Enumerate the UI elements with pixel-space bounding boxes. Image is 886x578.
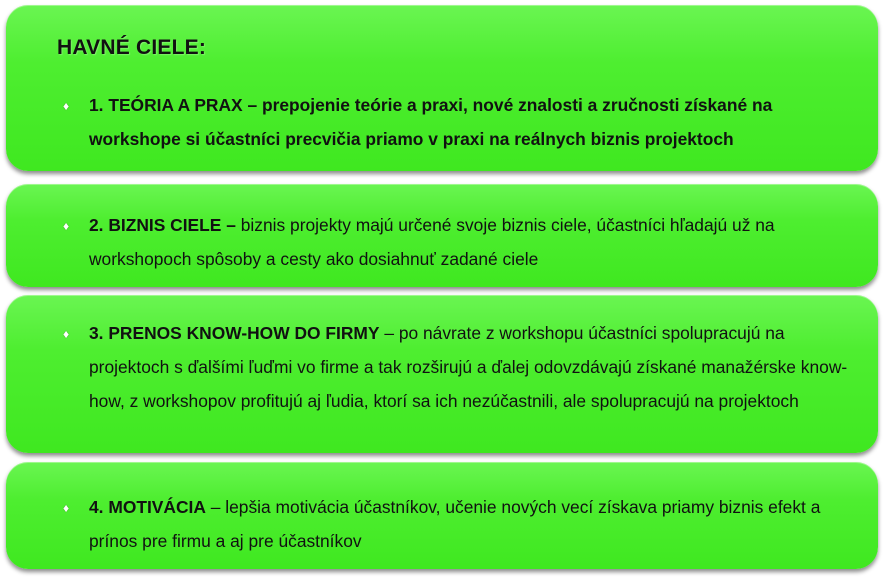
- goal-text-3: [89, 316, 863, 418]
- diamond-bullet-icon: ♦: [63, 327, 70, 341]
- goal-description: – po návrate z workshopu účastníci spolupracujú na projektoch s ďalšími ľuďmi vo firme a tak rozširujú a ďalej odovzdávajú získané manažérske know-how, z workshopov profitujú aj ľudia, ktorí sa ich nezúčastnili, ale spolupracujú na projektoch: [89, 323, 848, 411]
- goal-item-4: [63, 498, 869, 558]
- goal-heading: 1. TEÓRIA A PRAX –: [89, 95, 258, 115]
- goal-description: – lepšia motivácia účastníkov, učenie nových vecí získava priamy biznis efekt a prínos pre firmu a aj pre účastníkov: [89, 497, 821, 551]
- goal-heading: 3. PRENOS KNOW-HOW DO FIRMY: [89, 323, 380, 343]
- goal-heading: 4. MOTIVÁCIA: [89, 497, 206, 517]
- goal-text-2: [89, 208, 863, 276]
- goal-item-1: [63, 96, 863, 156]
- goal-item-2: [63, 216, 863, 276]
- diamond-bullet-icon: ♦: [63, 219, 70, 233]
- goal-description: biznis projekty majú určené svoje biznis ciele, účastníci hľadajú už na workshopoch spôsoby a cesty ako dosiahnuť zadané ciele: [89, 215, 775, 269]
- page-title: HAVNÉ CIELE:: [57, 36, 207, 59]
- goal-description: prepojenie teórie a praxi, nové znalosti a zručnosti získané na workshope si účastníci precvičia priamo v praxi na reálnych biznis projektoch: [89, 95, 773, 149]
- goal-item-3: [63, 324, 863, 418]
- goal-heading: 2. BIZNIS CIELE –: [89, 215, 236, 235]
- goal-text-1: [89, 88, 863, 156]
- diamond-bullet-icon: ♦: [63, 99, 70, 113]
- goal-text-4: [89, 490, 869, 558]
- diamond-bullet-icon: ♦: [63, 501, 70, 515]
